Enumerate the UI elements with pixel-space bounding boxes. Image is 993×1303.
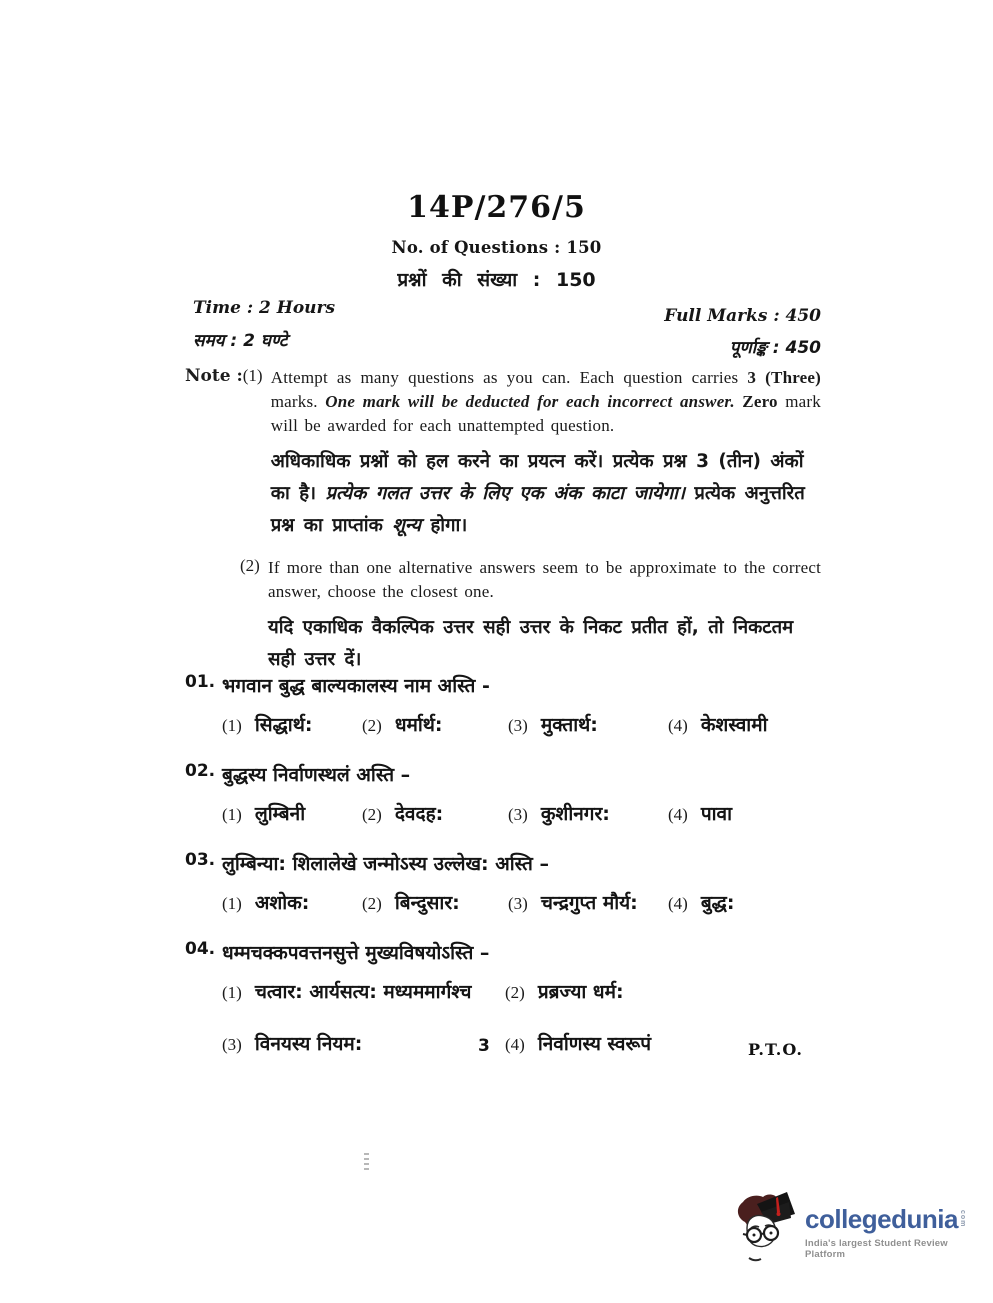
option-marker: (3) — [508, 894, 528, 913]
question-01 — [185, 672, 830, 737]
option-text: अशोक: — [254, 892, 310, 914]
option-marker: (4) — [668, 716, 688, 735]
option-text: चन्द्रगुप्त मौर्य: — [540, 892, 638, 914]
note-text-hindi: अधिकाधिक प्रश्नों को हल करने का प्रयत्न करें। प्रत्येक प्रश्न — [270, 451, 697, 472]
option-marker: (4) — [668, 894, 688, 913]
option-marker: (2) — [362, 894, 382, 913]
collegedunia-logo — [731, 1188, 981, 1272]
option — [362, 889, 508, 915]
option — [668, 800, 830, 826]
option-marker: (4) — [505, 1035, 525, 1054]
questions-count-english: No. of Questions : 150 — [391, 238, 602, 257]
note-text-bold: 3 (Three) — [747, 368, 822, 387]
time-hindi: समय : 2 घण्टे — [193, 331, 288, 351]
question-text: बुद्धस्य निर्वाणस्थलं अस्ति – — [222, 764, 411, 786]
option-text: सिद्धार्थ: — [254, 714, 313, 736]
option — [222, 889, 362, 915]
option-marker: (3) — [222, 1035, 242, 1054]
option-text: केशस्वामी — [700, 714, 768, 736]
question-02 — [185, 761, 830, 826]
option — [222, 800, 362, 826]
option — [222, 711, 362, 737]
option — [505, 978, 830, 1004]
note-text: Attempt as many questions as you can. Each question carries — [270, 368, 748, 387]
option-marker: (2) — [505, 983, 525, 1002]
brand-tagline: India's largest Student Review Platform — [805, 1238, 948, 1260]
option — [222, 978, 505, 1004]
note-item-1-marker: (1) — [242, 366, 263, 385]
note-item-1 — [185, 366, 821, 542]
note-text-hindi: होगा। — [421, 515, 468, 536]
option — [508, 889, 668, 915]
note-text-hindi-bold: 3 (तीन) — [696, 451, 761, 472]
note-item-2-english: If more than one alternative answers seem to be approximate to the correct answer, choose the closest one. — [268, 558, 821, 601]
option-text: प्रब्रज्या धर्म: — [537, 981, 624, 1003]
options-row — [222, 711, 830, 737]
time-english: Time : 2 Hours — [193, 298, 336, 318]
question-number: 01. — [185, 672, 216, 692]
option-text: लुम्बिनी — [254, 803, 306, 825]
option — [362, 800, 508, 826]
note-text: mark will be awarded for each unattempted question. — [270, 392, 821, 435]
full-marks-hindi: पूर्णाङ्क : 450 — [729, 338, 821, 358]
option — [668, 711, 830, 737]
note-item-2 — [185, 556, 821, 676]
option-marker: (4) — [668, 805, 688, 824]
options-row — [222, 800, 830, 826]
paper-code: 14P/276/5 — [407, 190, 586, 225]
note-text-hindi-italic: प्रत्येक गलत उत्तर के लिए एक अंक काटा जायेगा। — [325, 483, 685, 504]
option-text: देवदह: — [394, 803, 444, 825]
note-item-1-english — [271, 366, 821, 438]
questions-count-hindi: प्रश्नों की संख्या : 150 — [397, 269, 596, 291]
options-grid — [222, 978, 830, 1056]
question-number: 03. — [185, 850, 216, 870]
option-marker: (1) — [222, 894, 242, 913]
questions-list — [185, 672, 830, 1080]
note-text: marks. — [270, 392, 326, 411]
note-text-hindi: अंकों का है। — [270, 451, 804, 504]
full-marks-block — [664, 306, 821, 358]
option — [508, 800, 668, 826]
question-03 — [185, 850, 830, 915]
question-number: 02. — [185, 761, 216, 781]
option-marker: (2) — [362, 805, 382, 824]
option — [508, 711, 668, 737]
note-text-bold-italic: One mark will be deducted for each incorrect answer. — [325, 392, 743, 411]
note-text-bold: Zero — [742, 392, 778, 411]
option-marker: (1) — [222, 805, 242, 824]
question-number: 04. — [185, 939, 216, 959]
option-marker: (3) — [508, 805, 528, 824]
option — [668, 889, 830, 915]
brand-text: collegedunia — [805, 1204, 958, 1234]
note-item-1-hindi — [271, 446, 821, 542]
option — [222, 1030, 505, 1056]
scan-artifact — [364, 1153, 369, 1171]
option-text: विनयस्य नियम: — [254, 1033, 363, 1055]
time-block — [193, 298, 335, 351]
option-text: कुशीनगर: — [540, 803, 610, 825]
option-text: बुद्ध: — [700, 892, 735, 914]
note-text-hindi: प्रत्येक अनुत्तरित प्रश्न का प्राप्तांक — [270, 483, 805, 536]
option-marker: (1) — [222, 716, 242, 735]
collegedunia-mascot-icon — [731, 1188, 803, 1272]
full-marks-english: Full Marks : 450 — [664, 306, 821, 326]
note-label: Note : — [185, 366, 243, 386]
option-text: निर्वाणस्य स्वरूपं — [537, 1033, 652, 1055]
question-text: धम्मचक्कपवत्तनसुत्ते मुख्यविषयोऽस्ति – — [222, 942, 490, 964]
note-item-2-marker: (2) — [240, 556, 260, 575]
option-text: मुक्तार्थ: — [540, 714, 598, 736]
note-item-2-hindi: यदि एकाधिक वैकल्पिक उत्तर सही उत्तर के निकट प्रतीत हों, तो निकटतम सही उत्तर दें। — [268, 617, 794, 670]
question-text: लुम्बिन्या: शिलालेखे जन्मोऽस्य उल्लेख: अस्ति – — [222, 853, 549, 875]
option — [362, 711, 508, 737]
option-text: बिन्दुसार: — [394, 892, 460, 914]
option-marker: (1) — [222, 983, 242, 1002]
note-text-hindi-italic: शून्य — [392, 515, 422, 536]
option-text: धर्मार्थ: — [394, 714, 443, 736]
brand-domain-suffix: com — [958, 1210, 966, 1228]
option-marker: (2) — [362, 716, 382, 735]
question-text: भगवान बुद्ध बाल्यकालस्य नाम अस्ति - — [222, 675, 490, 697]
option-text: चत्वार: आर्यसत्य: मध्यममार्गश्च — [254, 981, 472, 1003]
options-row — [222, 889, 830, 915]
page-number: 3 — [478, 1036, 490, 1056]
note-section — [185, 366, 821, 676]
question-04 — [185, 939, 830, 1056]
option-marker: (3) — [508, 716, 528, 735]
option-text: पावा — [700, 803, 733, 825]
pto-label: P.T.O. — [748, 1040, 803, 1059]
